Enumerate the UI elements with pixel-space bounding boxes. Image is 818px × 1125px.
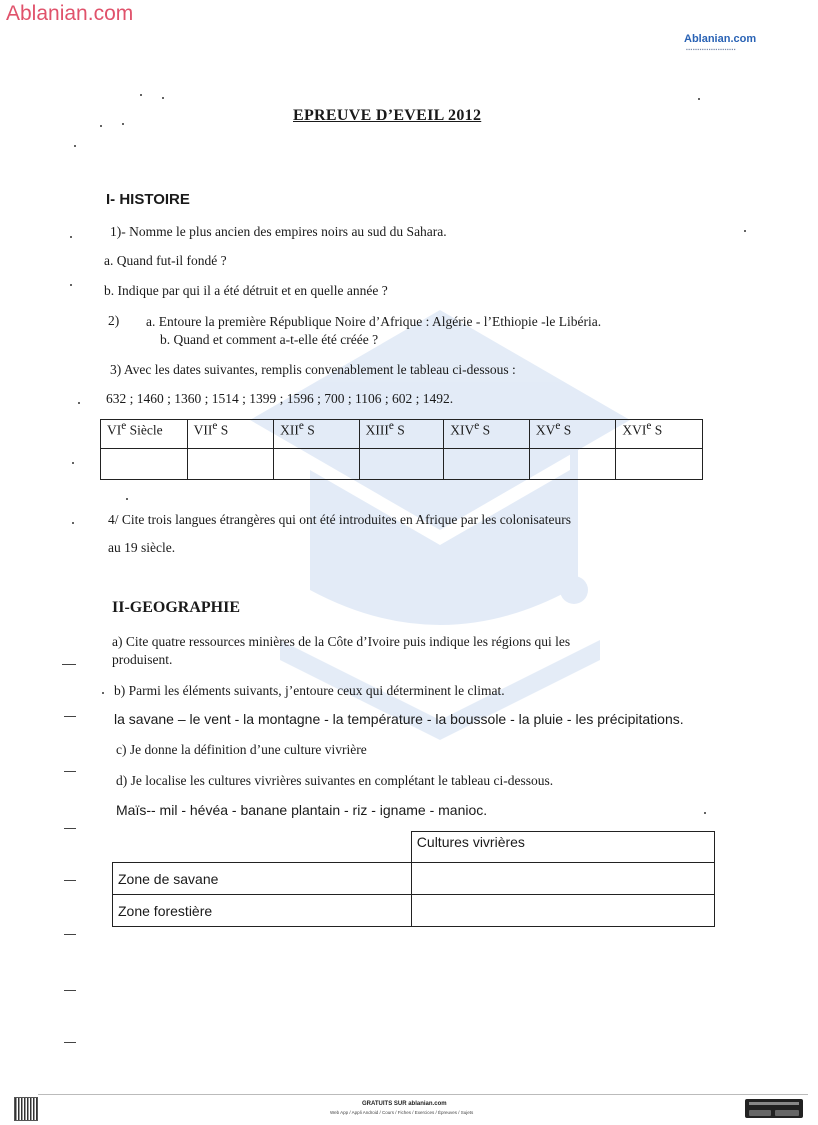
crops-header-row [113, 832, 715, 863]
centuries-header-row [101, 420, 703, 449]
scan-speck [162, 97, 164, 99]
crops-column-header: Cultures vivrières [411, 832, 714, 863]
scan-speck [122, 123, 124, 125]
site-brand-tagline-graphic: ▪▪▪▪▪▪▪▪▪▪▪▪▪▪▪▪▪▪▪▪▪▪ [686, 47, 736, 53]
scan-speck [78, 402, 80, 404]
question-4-line1: 4/ Cite trois langues étrangères qui ont été introduites en Afrique par les colonisateurs [108, 512, 572, 527]
century-cell-vi: VIe Siècle [101, 420, 188, 449]
site-brand-small: Ablanian.com [684, 33, 757, 45]
scan-speck [72, 462, 74, 464]
scan-speck [70, 284, 72, 286]
question-2-number: 2) [108, 313, 120, 328]
question-2b: b. Quand et comment a-t-elle été créée ? [160, 332, 379, 347]
scan-speck [72, 522, 74, 524]
answer-cell [616, 449, 703, 480]
app-store-badge-graphic [749, 1102, 799, 1105]
century-cell-xiii: XIIIe S [359, 420, 444, 449]
section-heading-geographie: II-GEOGRAPHIE [112, 599, 241, 616]
crops-answer-cell [411, 863, 714, 895]
scan-speck [100, 125, 102, 127]
question-3-dates: 632 ; 1460 ; 1360 ; 1514 ; 1399 ; 1596 ; 700 ; 1106 ; 602 ; 1492. [106, 391, 454, 406]
footer-line-2: Web App / Appli Android / Cours / Fiches / Exercices / Épreuves / Sujets [330, 1110, 474, 1115]
scan-mark [64, 828, 76, 829]
answer-cell [529, 449, 616, 480]
scan-mark [62, 664, 76, 665]
answer-cell [444, 449, 530, 480]
scan-mark [64, 880, 76, 881]
centuries-answer-row [101, 449, 703, 480]
scan-speck [74, 145, 76, 147]
crops-row-label: Zone de savane [113, 863, 412, 895]
section-heading-histoire: I- HISTOIRE [106, 191, 190, 208]
scan-mark [64, 990, 76, 991]
question-3: 3) Avec les dates suivantes, remplis convenablement le tableau ci-dessous : [110, 362, 516, 377]
scan-speck [126, 498, 128, 500]
food-crops-table [112, 831, 715, 927]
exam-title: EPREUVE D’EVEIL 2012 [293, 107, 482, 124]
century-cell-xiv: XIVe S [444, 420, 530, 449]
question-a-line2: produisent. [112, 652, 173, 667]
scan-mark [64, 716, 76, 717]
crops-answer-cell [411, 895, 714, 927]
app-store-badge-graphic [775, 1110, 799, 1116]
scan-speck [744, 230, 746, 232]
scan-speck [102, 692, 104, 694]
answer-cell [101, 449, 188, 480]
crops-row-savane [113, 863, 715, 895]
century-cell-vii: VIIe S [187, 420, 274, 449]
question-2a: a. Entoure la première République Noire d’Afrique : Algérie - l’Ethiopie -le Libéria. [146, 314, 602, 329]
question-1: 1)- Nomme le plus ancien des empires noirs au sud du Sahara. [110, 224, 447, 239]
crops-row-forestiere [113, 895, 715, 927]
scan-mark [64, 1042, 76, 1043]
qr-code-icon [14, 1097, 38, 1121]
crops-row-label: Zone forestière [113, 895, 412, 927]
footer-divider [38, 1094, 808, 1095]
scan-speck [704, 812, 706, 814]
centuries-table [100, 419, 703, 480]
question-c: c) Je donne la définition d’une culture vivrière [116, 742, 367, 757]
app-store-badge-graphic [749, 1110, 771, 1116]
answer-cell [274, 449, 360, 480]
scan-speck [140, 94, 142, 96]
question-b-list: la savane – le vent - la montagne - la température - la boussole - la pluie - les précipitations. [114, 711, 684, 727]
answer-cell [187, 449, 274, 480]
answer-cell [359, 449, 444, 480]
scan-speck [70, 236, 72, 238]
century-cell-xvi: XVIe S [616, 420, 703, 449]
crops-corner-cell [113, 832, 412, 863]
century-cell-xii: XIIe S [274, 420, 360, 449]
scan-mark [64, 934, 76, 935]
century-cell-xv: XVe S [529, 420, 616, 449]
question-1a: a. Quand fut-il fondé ? [104, 253, 227, 268]
question-b: b) Parmi les éléments suivants, j’entoure ceux qui déterminent le climat. [114, 683, 505, 698]
footer-line-1: GRATUITS SUR ablanian.com [362, 1101, 447, 1107]
scan-mark [64, 771, 76, 772]
question-a-line1: a) Cite quatre ressources minières de la Côte d’Ivoire puis indique les régions qui les [112, 634, 571, 649]
site-brand-logo: Ablanian.com [6, 2, 134, 25]
question-4-line2: au 19 siècle. [108, 540, 176, 555]
question-1b: b. Indique par qui il a été détruit et en quelle année ? [104, 283, 388, 298]
question-d-list: Maïs-- mil - hévéa - banane plantain - riz - igname - manioc. [116, 802, 488, 818]
question-d: d) Je localise les cultures vivrières suivantes en complétant le tableau ci-dessous. [116, 773, 554, 788]
scan-speck [698, 98, 700, 100]
